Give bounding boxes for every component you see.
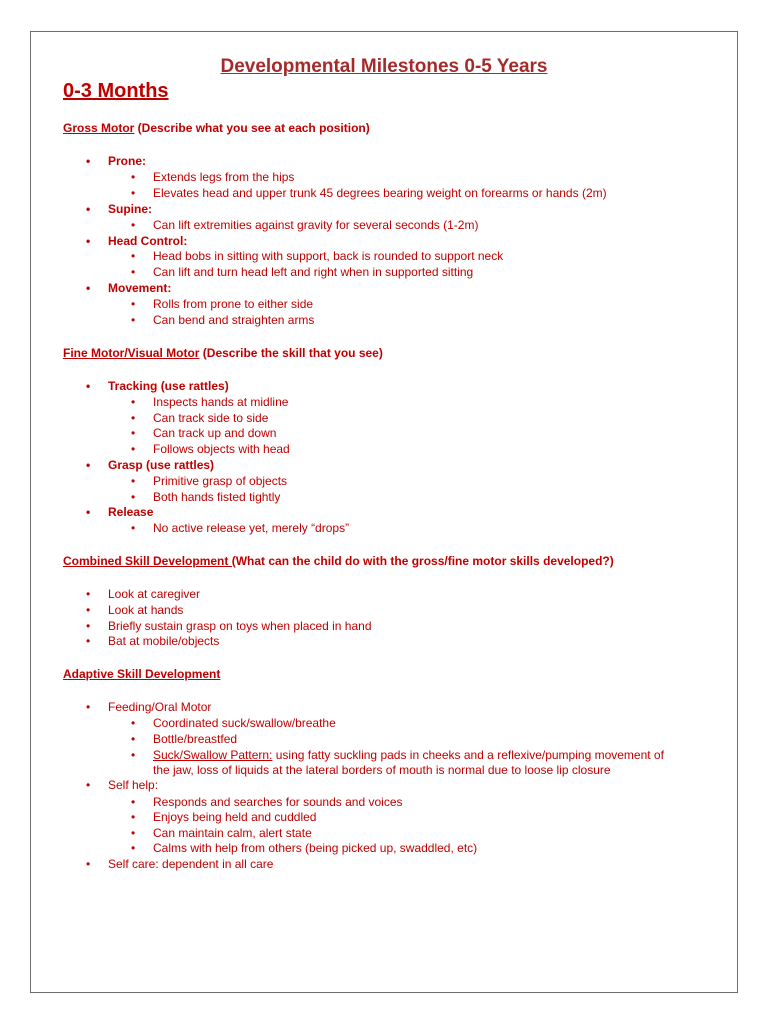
list-item: [131, 313, 315, 328]
bullet-icon: •: [86, 603, 91, 617]
bullet-icon: •: [131, 170, 136, 184]
bullet-icon: •: [131, 826, 136, 840]
bullet-icon: •: [131, 313, 136, 327]
list-item-label: Can maintain calm, alert state: [153, 826, 312, 840]
combined-skill-heading-note: What can the child do with the gross/fine motor skills developed?): [235, 554, 614, 568]
list-item: [131, 249, 504, 264]
list-item-text: using fatty suckling pads in cheeks and a reflexive/pumping movement of: [272, 748, 664, 762]
bullet-icon: •: [86, 619, 91, 633]
list-item-label: Primitive grasp of objects: [153, 474, 288, 488]
list-item: [131, 170, 295, 185]
bullet-icon: •: [131, 521, 136, 535]
list-item: [131, 218, 479, 233]
list-item-label: Briefly sustain grasp on toys when placed in hand: [108, 619, 372, 633]
fine-motor-heading-label: Fine Motor/Visual Motor: [63, 346, 200, 360]
list-item-label: Bottle/breastfed: [153, 732, 238, 746]
gross-motor-heading-label: Gross Motor: [63, 121, 135, 135]
bullet-icon: •: [131, 810, 136, 824]
list-item: [131, 795, 403, 810]
list-item-label: Look at caregiver: [108, 587, 201, 601]
list-item: [131, 748, 664, 763]
list-item-label: Self care: dependent in all care: [108, 857, 274, 871]
bullet-icon: •: [86, 778, 91, 792]
list-item-label: Responds and searches for sounds and voices: [153, 795, 403, 809]
list-item: [131, 442, 290, 457]
list-item: [86, 619, 372, 634]
list-item: [131, 716, 336, 731]
list-item: [131, 810, 317, 825]
list-item-label: Can track up and down: [153, 426, 277, 440]
bullet-icon: •: [131, 442, 136, 456]
bullet-icon: •: [86, 234, 91, 248]
list-item-label: Release: [108, 505, 154, 519]
list-item-label: Movement:: [108, 281, 172, 295]
bullet-icon: •: [131, 426, 136, 440]
bullet-icon: •: [131, 297, 136, 311]
list-item: [131, 395, 289, 410]
list-item: [131, 411, 269, 426]
bullet-icon: •: [86, 154, 91, 168]
list-item: [86, 234, 188, 249]
list-item-label: Can track side to side: [153, 411, 269, 425]
bullet-icon: •: [131, 249, 136, 263]
bullet-icon: •: [131, 395, 136, 409]
list-item-label: Follows objects with head: [153, 442, 290, 456]
bullet-icon: •: [131, 218, 136, 232]
list-item-label: Elevates head and upper trunk 45 degrees bearing weight on forearms or hands (2m): [153, 186, 607, 200]
bullet-icon: •: [131, 732, 136, 746]
list-item-label: Enjoys being held and cuddled: [153, 810, 317, 824]
list-item-label: Calms with help from others (being picked up, swaddled, etc): [153, 841, 478, 855]
list-item: [131, 826, 312, 841]
bullet-icon: •: [131, 795, 136, 809]
bullet-icon: •: [86, 700, 91, 714]
list-item-label: No active release yet, merely “drops”: [153, 521, 350, 535]
bullet-icon: •: [131, 716, 136, 730]
list-item-label: Suck/Swallow Pattern:: [153, 748, 273, 762]
bullet-icon: •: [86, 634, 91, 648]
list-item: [86, 700, 212, 715]
list-item-label: Look at hands: [108, 603, 184, 617]
gross-motor-heading-note: (Describe what you see at each position): [134, 121, 370, 135]
bullet-icon: •: [86, 379, 91, 393]
list-item-label: Can lift extremities against gravity for several seconds (1-2m): [153, 218, 479, 232]
list-item: [131, 732, 238, 747]
list-item-label: Bat at mobile/objects: [108, 634, 220, 648]
list-item: [86, 603, 184, 618]
list-item-label: Head bobs in sitting with support, back is rounded to support neck: [153, 249, 504, 263]
bullet-icon: •: [131, 841, 136, 855]
list-item: [131, 474, 288, 489]
list-item: [86, 587, 201, 602]
list-item: [86, 857, 274, 872]
list-item-label: Can lift and turn head left and right when in supported sitting: [153, 265, 474, 279]
bullet-icon: •: [86, 505, 91, 519]
list-item: [86, 505, 154, 520]
list-item: [86, 778, 159, 793]
gross-motor-heading: [63, 121, 370, 135]
combined-skill-heading: [63, 554, 614, 568]
fine-motor-heading: [63, 346, 383, 360]
list-item: [86, 281, 172, 296]
list-item-label: Coordinated suck/swallow/breathe: [153, 716, 336, 730]
list-item-continuation: the jaw, loss of liquids at the lateral borders of mouth is normal due to loose lip closure: [153, 763, 611, 777]
list-item-label: Tracking (use rattles): [108, 379, 229, 393]
list-item: [131, 521, 350, 536]
bullet-icon: •: [86, 587, 91, 601]
list-item-label: Grasp (use rattles): [108, 458, 215, 472]
list-item: [86, 154, 147, 169]
list-item: [86, 458, 215, 473]
combined-skill-heading-label: Combined Skill Development (: [63, 554, 236, 568]
bullet-icon: •: [86, 202, 91, 216]
list-item-label: Can bend and straighten arms: [153, 313, 315, 327]
bullet-icon: •: [131, 748, 136, 762]
list-item: [86, 634, 220, 649]
bullet-icon: •: [131, 490, 136, 504]
list-item-label: Supine:: [108, 202, 152, 216]
list-item-label: Feeding/Oral Motor: [108, 700, 212, 714]
document-title: Developmental Milestones 0-5 Years: [220, 56, 548, 77]
bullet-icon: •: [86, 281, 91, 295]
list-item: [131, 297, 314, 312]
list-item-label: Prone:: [108, 154, 147, 168]
adaptive-skill-heading-label: Adaptive Skill Development: [63, 667, 221, 681]
section-title: 0-3 Months: [63, 80, 169, 102]
list-item: [131, 186, 607, 201]
bullet-icon: •: [86, 857, 91, 871]
bullet-icon: •: [86, 458, 91, 472]
list-item: [86, 379, 229, 394]
bullet-icon: •: [131, 186, 136, 200]
list-item-label: Rolls from prone to either side: [153, 297, 314, 311]
list-item: [86, 202, 152, 217]
list-item: [131, 426, 277, 441]
list-item: [131, 841, 478, 856]
list-item-label: Both hands fisted tightly: [153, 490, 281, 504]
bullet-icon: •: [131, 474, 136, 488]
list-item-label: Inspects hands at midline: [153, 395, 289, 409]
list-item: [131, 265, 474, 280]
list-item-label: Extends legs from the hips: [153, 170, 295, 184]
adaptive-skill-heading: [63, 667, 220, 681]
fine-motor-heading-note: (Describe the skill that you see): [199, 346, 383, 360]
list-item-label: Head Control:: [108, 234, 188, 248]
bullet-icon: •: [131, 265, 136, 279]
list-item-label: Self help:: [108, 778, 159, 792]
bullet-icon: •: [131, 411, 136, 425]
list-item: [131, 490, 281, 505]
